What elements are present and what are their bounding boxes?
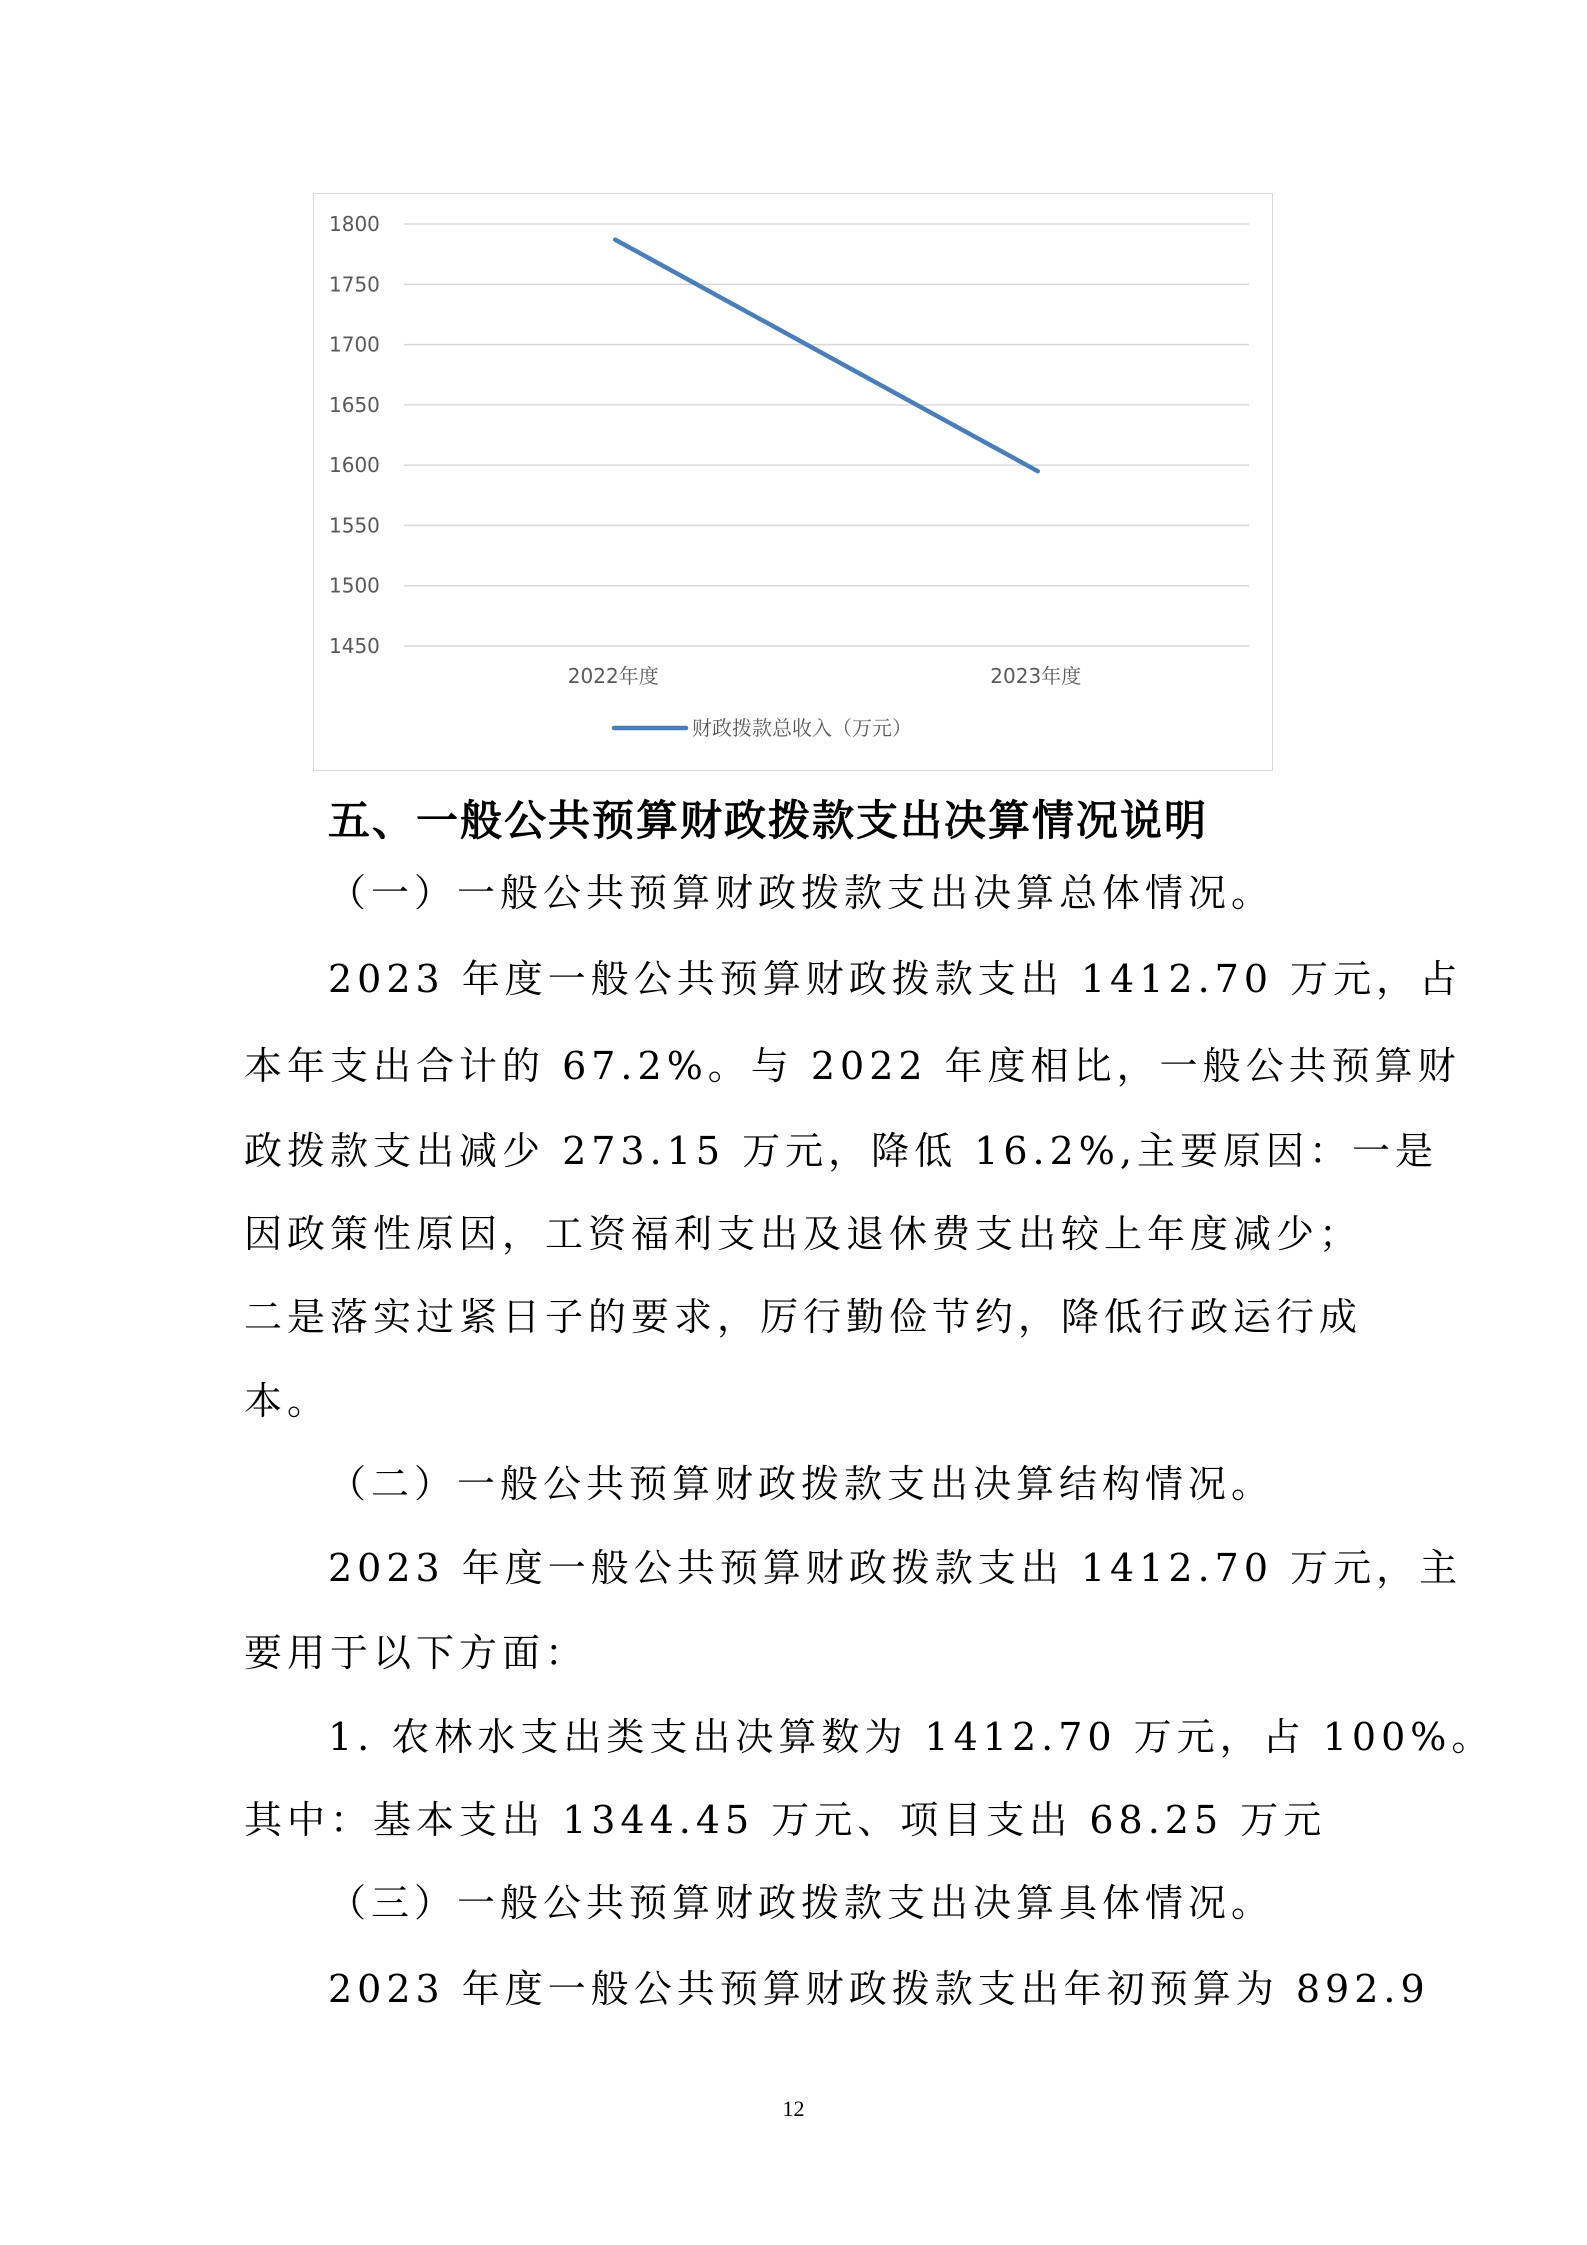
y-tick-label: 1600 xyxy=(329,453,380,478)
paragraph-line: 1. 农林水支出类支出决算数为 1412.70 万元，占 100%。 xyxy=(328,1715,1495,1759)
y-tick-label: 1800 xyxy=(329,212,380,236)
subheading-3: （三）一般公共预算财政拨款支出决算具体情况。 xyxy=(328,1881,1275,1925)
paragraph-line: 因政策性原因，工资福利支出及退休费支出较上年度减少； xyxy=(244,1212,1363,1256)
series-line xyxy=(615,240,1038,471)
y-tick-label: 1500 xyxy=(329,573,380,598)
paragraph-line: 2023 年度一般公共预算财政拨款支出年初预算为 892.9 xyxy=(328,1967,1430,2011)
y-tick-label: 1700 xyxy=(329,332,380,357)
paragraph-line: 政拨款支出减少 273.15 万元，降低 16.2%,主要原因：一是 xyxy=(244,1129,1438,1173)
y-tick-label: 1650 xyxy=(329,392,380,417)
subheading-1: （一）一般公共预算财政拨款支出决算总体情况。 xyxy=(328,871,1275,915)
section-heading: 五、一般公共预算财政拨款支出决算情况说明 xyxy=(328,796,1209,845)
chart-series xyxy=(615,240,1038,471)
y-axis-ticks xyxy=(329,212,380,658)
paragraph-line: 其中：基本支出 1344.45 万元、项目支出 68.25 万元 xyxy=(244,1798,1327,1842)
x-category-label: 2023年度 xyxy=(990,664,1082,688)
legend-label: 财政拨款总收入（万元） xyxy=(692,716,912,740)
revenue-line-chart xyxy=(313,193,1273,771)
y-tick-label: 1450 xyxy=(329,634,380,658)
y-tick-label: 1750 xyxy=(329,272,380,297)
chart-canvas xyxy=(314,194,1274,772)
page-number: 12 xyxy=(782,2096,805,2121)
y-tick-label: 1550 xyxy=(329,513,380,538)
subheading-2: （二）一般公共预算财政拨款支出决算结构情况。 xyxy=(328,1462,1275,1506)
chart-gridlines xyxy=(404,224,1249,646)
paragraph-line: 要用于以下方面： xyxy=(244,1631,589,1675)
paragraph-line: 二是落实过紧日子的要求，厉行勤俭节约，降低行政运行成 xyxy=(244,1295,1363,1339)
paragraph-line: 2023 年度一般公共预算财政拨款支出 1412.70 万元，主 xyxy=(328,1546,1463,1590)
paragraph-line: 本。 xyxy=(244,1379,331,1423)
chart-legend xyxy=(614,716,912,740)
paragraph-line: 本年支出合计的 67.2%。与 2022 年度相比，一般公共预算财 xyxy=(244,1044,1461,1088)
x-category-label: 2022年度 xyxy=(567,664,659,688)
paragraph-line: 2023 年度一般公共预算财政拨款支出 1412.70 万元，占 xyxy=(328,957,1463,1001)
x-axis-categories xyxy=(568,664,1081,688)
